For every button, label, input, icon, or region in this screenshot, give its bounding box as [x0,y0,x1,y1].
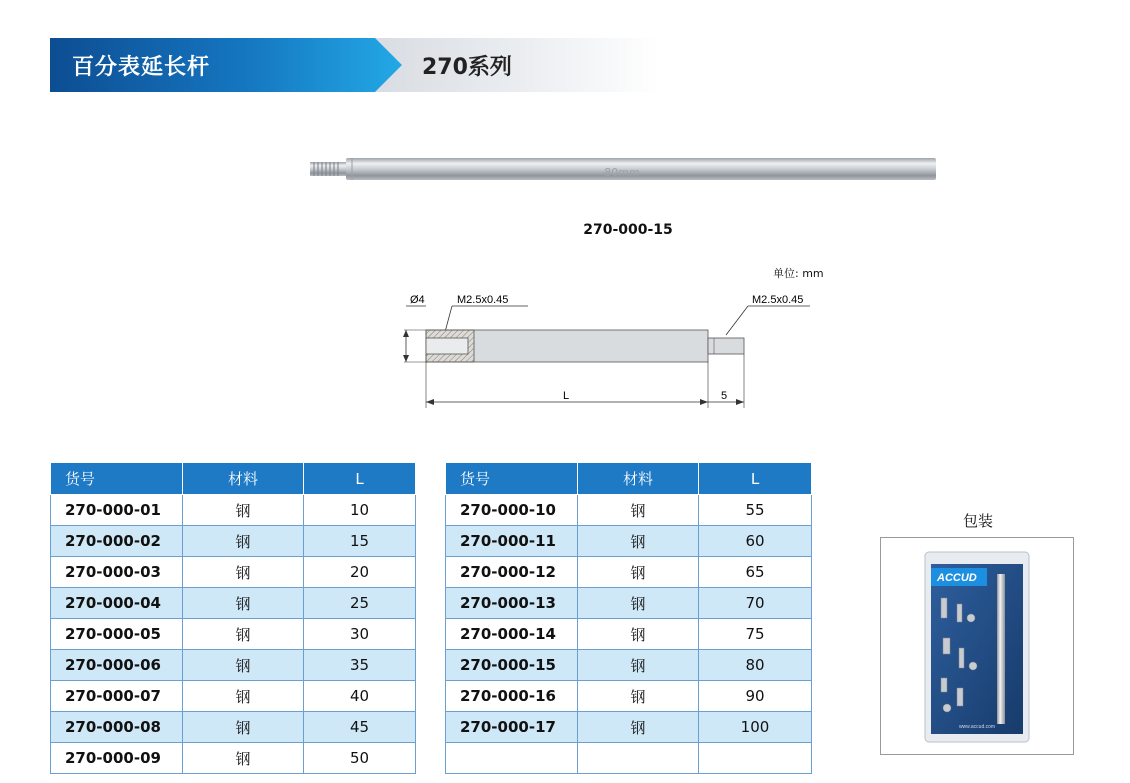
cell-code: 270-000-10 [446,495,578,526]
cell-material: 钢 [183,557,304,588]
cell-length: 50 [304,743,416,774]
cell-code: 270-000-02 [51,526,183,557]
cell-code [446,743,578,774]
header-series-band [374,38,660,92]
cell-code: 270-000-17 [446,712,578,743]
cell-material: 钢 [183,619,304,650]
product-photo [300,146,960,192]
col-header-material: 材料 [578,463,699,495]
cell-length: 15 [304,526,416,557]
table-header-row [51,463,416,495]
cell-code: 270-000-05 [51,619,183,650]
table-row [446,743,812,774]
brand-website: www.accud.com [958,724,996,730]
table-row [51,495,416,526]
table-row [446,526,812,557]
col-header-code: 货号 [446,463,578,495]
packaging-image [880,537,1074,755]
cell-material: 钢 [578,495,699,526]
cell-code: 270-000-13 [446,588,578,619]
cell-length: 60 [699,526,812,557]
col-header-material: 材料 [183,463,304,495]
table-row [51,681,416,712]
spec-table-right [445,462,812,774]
table-row [51,526,416,557]
cell-material: 钢 [578,526,699,557]
table-row [51,743,416,774]
cell-length: 40 [304,681,416,712]
stub-length-label: 5 [721,390,728,402]
table-row [446,588,812,619]
cell-length: 10 [304,495,416,526]
cell-material: 钢 [578,681,699,712]
cell-code: 270-000-04 [51,588,183,619]
cell-length: 30 [304,619,416,650]
thread-right-label: M2.5x0.45 [752,294,804,306]
cell-length: 20 [304,557,416,588]
cell-material: 钢 [183,681,304,712]
cell-length: 75 [699,619,812,650]
cell-code: 270-000-15 [446,650,578,681]
cell-length: 25 [304,588,416,619]
cell-code: 270-000-11 [446,526,578,557]
col-header-length: L [699,463,812,495]
cell-material: 钢 [183,495,304,526]
cell-code: 270-000-14 [446,619,578,650]
table-row [51,712,416,743]
brand-logo: ACCUD [937,572,977,584]
table-header-row [446,463,812,495]
cell-code: 270-000-06 [51,650,183,681]
unit-label: 单位: mm [773,267,824,280]
table-row [446,650,812,681]
rod-marking: 80mm [604,166,640,179]
page-title: 百分表延长杆 [72,55,211,80]
cell-length: 100 [699,712,812,743]
table-row [51,588,416,619]
col-header-length: L [304,463,416,495]
technical-drawing [390,262,840,412]
cell-material: 钢 [578,557,699,588]
cell-code: 270-000-07 [51,681,183,712]
cell-length: 45 [304,712,416,743]
col-header-code: 货号 [51,463,183,495]
cell-length: 90 [699,681,812,712]
cell-length: 70 [699,588,812,619]
table-row [446,712,812,743]
cell-material: 钢 [183,743,304,774]
cell-material: 钢 [183,526,304,557]
table-row [51,650,416,681]
packaging-label: 包装 [962,512,993,530]
cell-code: 270-000-03 [51,557,183,588]
cell-code: 270-000-09 [51,743,183,774]
cell-length: 65 [699,557,812,588]
table-row [446,619,812,650]
table-row [446,681,812,712]
table-row [51,557,416,588]
table-row [446,557,812,588]
spec-table-left [50,462,416,774]
cell-material [578,743,699,774]
table-row [51,619,416,650]
cell-material: 钢 [183,650,304,681]
product-code: 270-000-15 [583,222,673,238]
cell-material: 钢 [578,650,699,681]
cell-material: 钢 [183,712,304,743]
cell-material: 钢 [578,712,699,743]
series-title: 270系列 [422,55,512,80]
thread-left-label: M2.5x0.45 [457,294,509,306]
cell-code: 270-000-01 [51,495,183,526]
cell-material: 钢 [578,619,699,650]
cell-length [699,743,812,774]
cell-material: 钢 [183,588,304,619]
cell-material: 钢 [578,588,699,619]
cell-code: 270-000-16 [446,681,578,712]
table-row [446,495,812,526]
cell-length: 80 [699,650,812,681]
cell-code: 270-000-12 [446,557,578,588]
cell-length: 35 [304,650,416,681]
diameter-label: Ø4 [410,294,425,306]
cell-length: 55 [699,495,812,526]
cell-code: 270-000-08 [51,712,183,743]
length-label: L [563,390,570,402]
